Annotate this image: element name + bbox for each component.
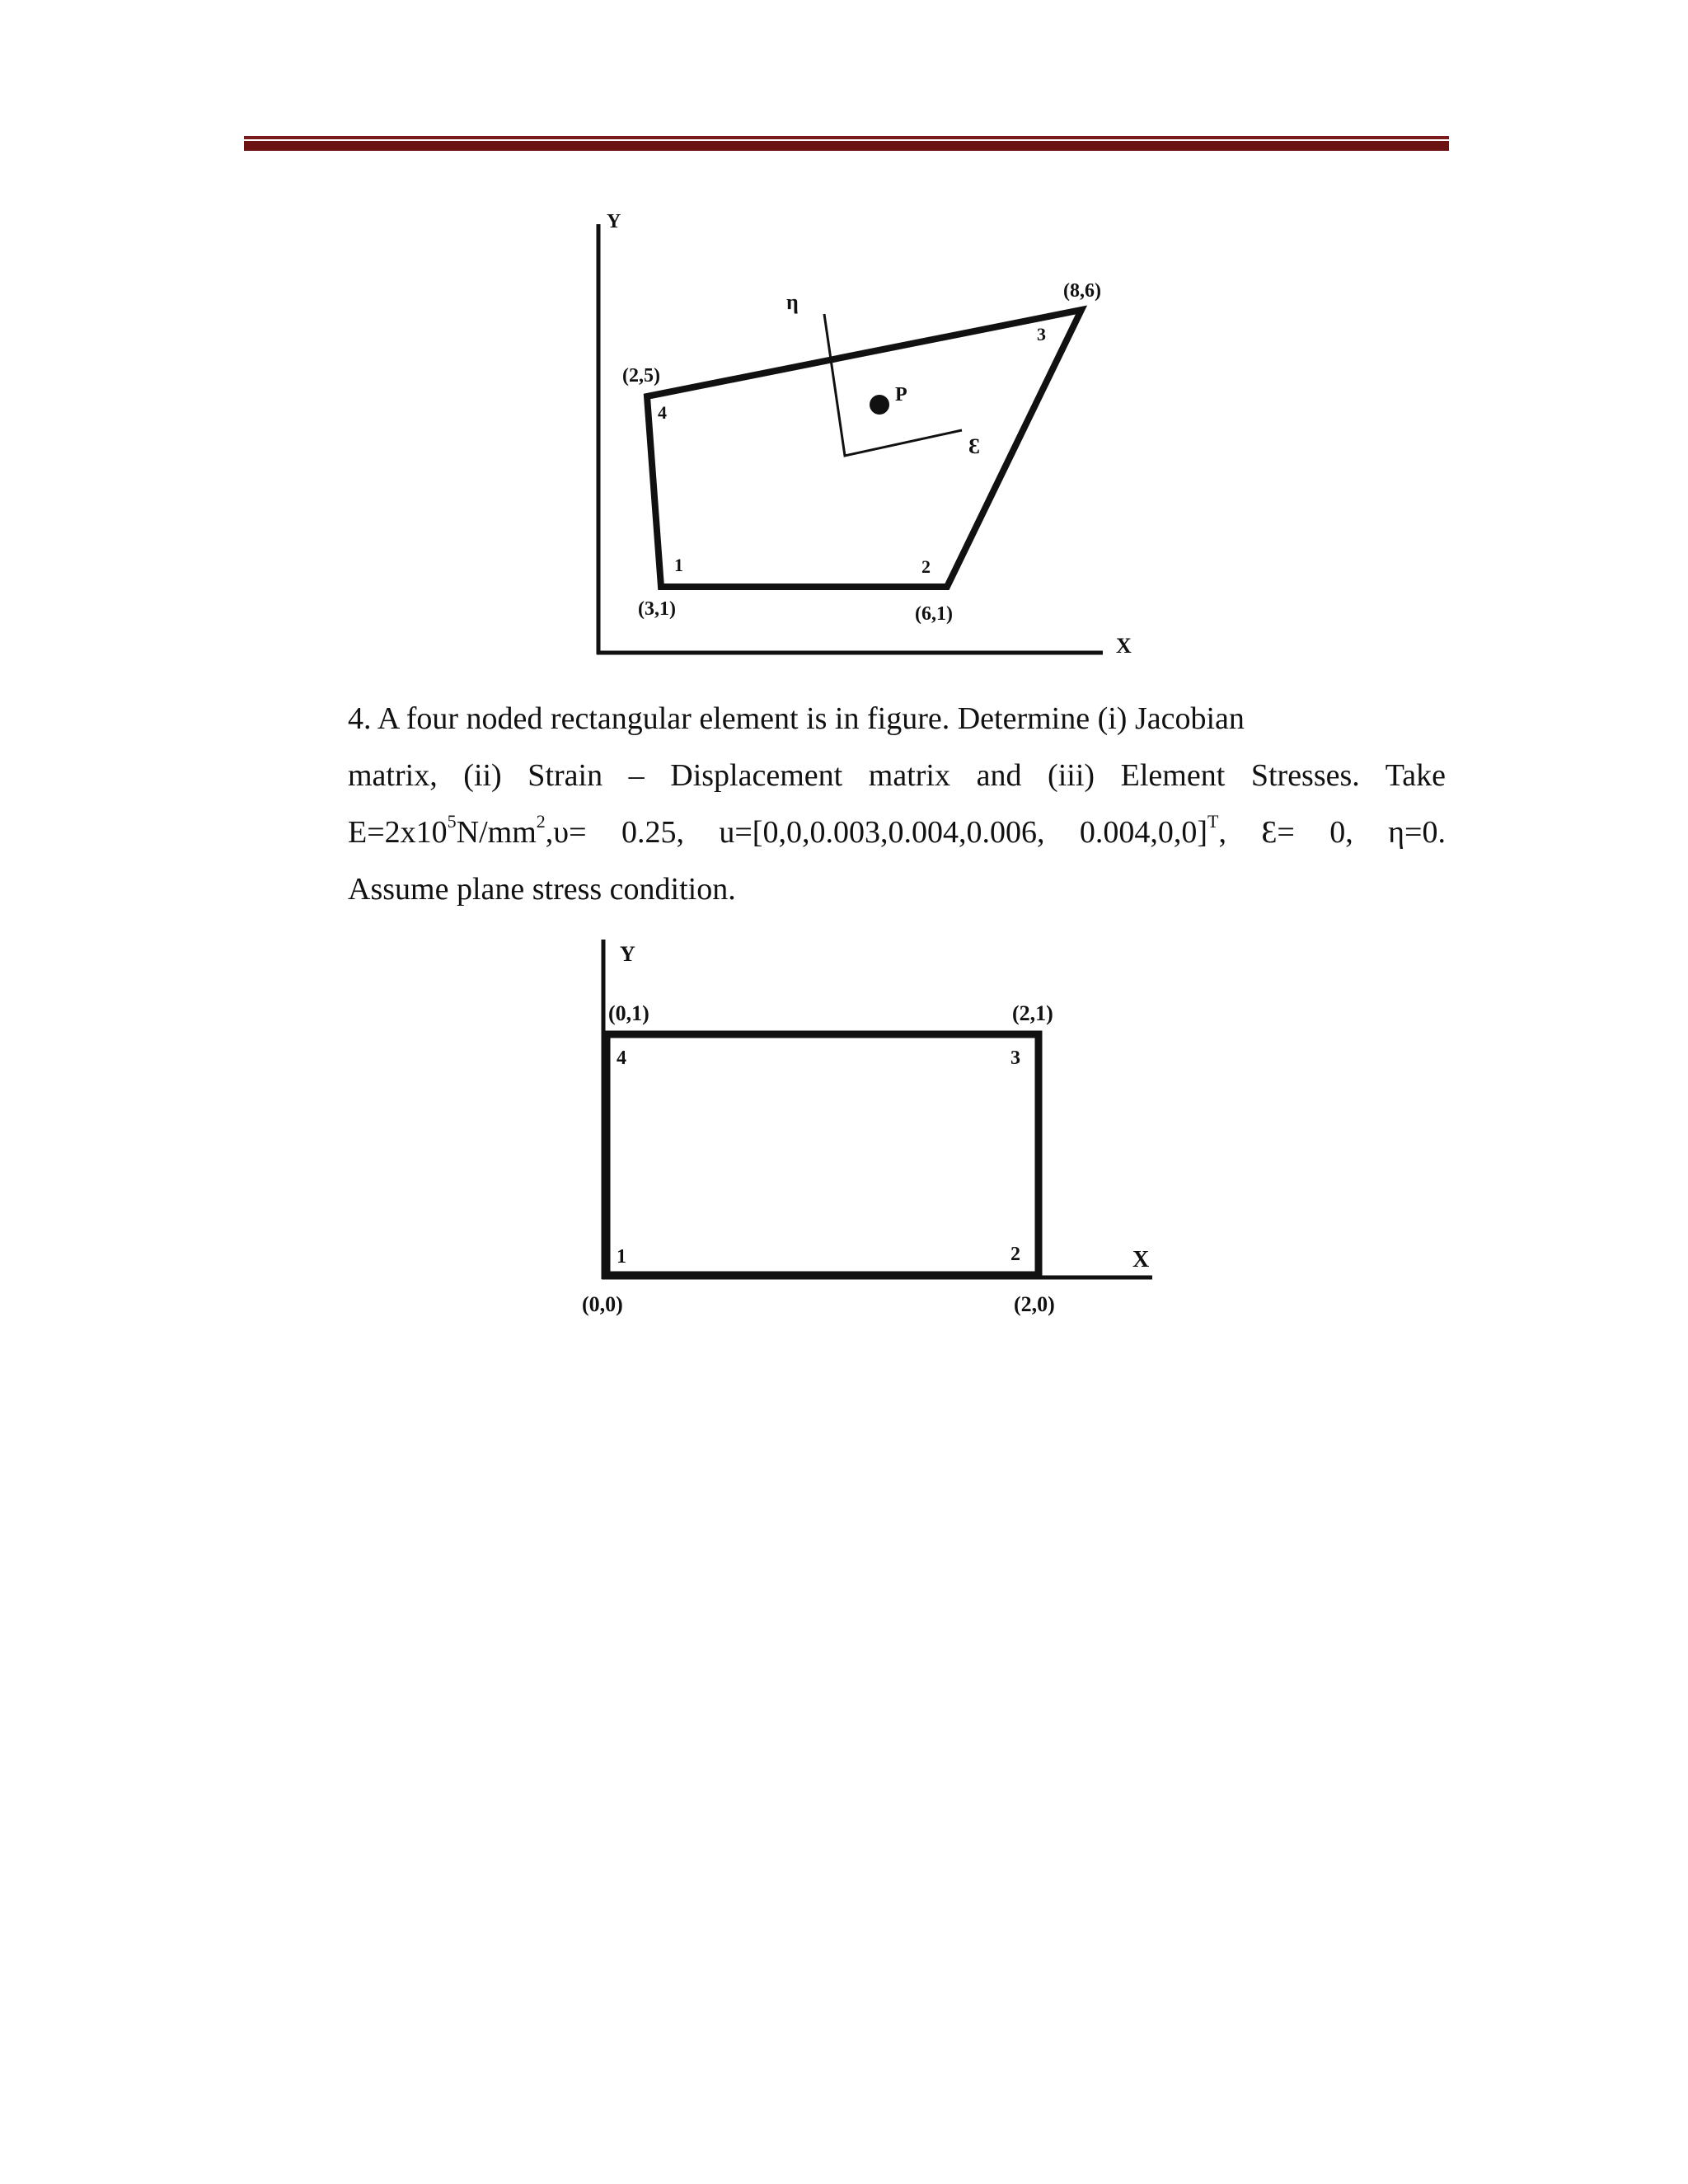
modulus-unit: N/mm bbox=[456, 815, 537, 850]
node-2-number: 2 bbox=[921, 556, 931, 577]
x-axis-label: X bbox=[1116, 634, 1132, 658]
transpose-mark: T bbox=[1207, 811, 1219, 832]
y-axis-label: Y bbox=[607, 211, 621, 232]
node-1-coord: (3,1) bbox=[638, 598, 676, 620]
node-2-coord: (6,1) bbox=[915, 603, 953, 625]
rectangular-element bbox=[607, 1034, 1039, 1275]
node-3-number: 3 bbox=[1037, 324, 1046, 344]
node-3-coord: (2,1) bbox=[1012, 1001, 1053, 1025]
xi-axis-label: Ɛ bbox=[968, 434, 980, 458]
eta-axis-label: η bbox=[786, 290, 799, 314]
problem-line-1: 4. A four noded rectangular element is in figure. Determine (i) Jacobian bbox=[348, 701, 1245, 736]
node-3-coord: (8,6) bbox=[1063, 280, 1101, 302]
modulus-exponent: 5 bbox=[447, 811, 457, 832]
node-2-number: 2 bbox=[1010, 1244, 1020, 1265]
problem-line-2: matrix, (ii) Strain – Displacement matrix and (iii) Element Stresses. Take bbox=[348, 758, 1446, 793]
node-2-coord: (2,0) bbox=[1014, 1292, 1055, 1316]
point-p-label: P bbox=[895, 384, 907, 405]
natural-coordinates-values: , Ɛ= 0, η=0. bbox=[1218, 815, 1446, 850]
node-4-coord: (2,5) bbox=[622, 365, 660, 387]
node-1-coord: (0,0) bbox=[582, 1292, 623, 1316]
node-4-number: 4 bbox=[658, 402, 667, 423]
poisson-and-displacement: ,υ= 0.25, u=[0,0,0.003,0.004,0.006, 0.004,0,0] bbox=[545, 815, 1208, 850]
material-modulus: E=2x10 bbox=[348, 815, 448, 850]
unit-exponent: 2 bbox=[536, 811, 546, 832]
x-axis-label: X bbox=[1132, 1247, 1150, 1272]
node-4-number: 4 bbox=[617, 1047, 626, 1069]
node-4-coord: (0,1) bbox=[608, 1001, 649, 1025]
problem-line-4: Assume plane stress condition. bbox=[348, 872, 736, 907]
y-axis-label: Y bbox=[620, 942, 635, 966]
node-1-number: 1 bbox=[674, 555, 683, 575]
node-1-number: 1 bbox=[617, 1246, 626, 1268]
node-3-number: 3 bbox=[1010, 1047, 1020, 1069]
